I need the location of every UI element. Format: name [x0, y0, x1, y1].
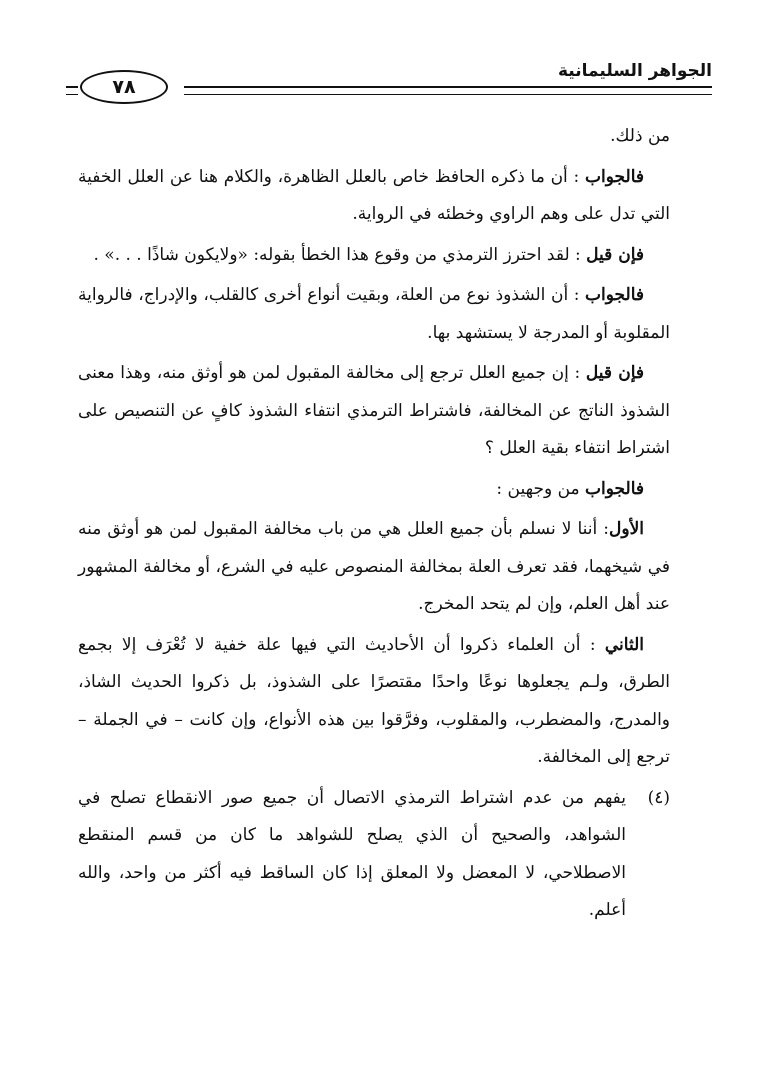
paragraph-lead: فإن قيل	[586, 244, 644, 265]
book-title: الجواهر السليمانية	[557, 61, 712, 81]
paragraph-text: : لقد احترز الترمذي من وقوع هذا الخطأ بقوله: «ولايكون شاذًا . . .» .	[93, 244, 587, 265]
paragraph	[78, 627, 670, 777]
paragraph-lead: فالجواب	[585, 478, 644, 499]
paragraph: من ذلك.	[610, 126, 670, 146]
header-rule	[184, 86, 712, 95]
paragraph	[78, 237, 670, 275]
paragraph-text: : أننا لا نسلم بأن جميع العلل هي من باب مخالفة المقبول لمن هو أوثق منه في شيخهما، فقد تعرف العلة بمخالفة المنصوص عليه في الشرع، أو مخالفة المشهور عند أهل العلم، وإن لم يتحد المخرج.	[78, 519, 670, 614]
header-rule-left	[66, 86, 78, 95]
paragraph-text: : إن جميع العلل ترجع إلى مخالفة المقبول لمن هو أوثق منه، وهذا معنى الشذوذ الناتج عن المخالفة، فاشتراط الترمذي انتفاء الشذوذ كافٍ عن التنصيص على اشتراط انتفاء بقية العلل ؟	[78, 363, 670, 458]
paragraph-text: من وجهين :	[496, 478, 586, 499]
paragraph	[78, 511, 670, 624]
page-header	[66, 58, 712, 98]
paragraph-text: : أن الشذوذ نوع من العلة، وبقيت أنواع أخرى كالقلب، والإدراج، فالرواية المقلوبة أو المدرجة لا يستشهد بها.	[78, 285, 670, 343]
page-number: ٧٨	[80, 70, 168, 104]
paragraph-lead: فالجواب	[585, 166, 644, 187]
footnote-text: يفهم من عدم اشتراط الترمذي الاتصال أن جميع صور الانقطاع تصلح في الشواهد، والصحيح أن الذي يصلح للشواهد ما كان من قسم المنقطع الاصطلاحي، لا المعضل ولا المعلق إذا كان الساقط فيه أكثر من واحد، والله أعلم.	[78, 787, 626, 920]
paragraph	[78, 471, 670, 509]
paragraph-text: : أن ما ذكره الحافظ خاص بالعلل الظاهرة، والكلام هنا عن العلل الخفية التي تدل على وهم الراوي وخطئه في الرواية.	[78, 166, 670, 224]
paragraph-lead: الثاني	[604, 634, 644, 655]
paragraph	[78, 355, 670, 468]
paragraph-lead: الأول	[609, 519, 644, 539]
paragraph-lead: فالجواب	[585, 285, 644, 305]
footnote-number: (٤)	[647, 787, 670, 808]
paragraph	[78, 277, 670, 352]
footnote	[78, 780, 670, 930]
page-body	[78, 118, 670, 933]
paragraph	[78, 159, 670, 234]
paragraph-text: : أن العلماء ذكروا أن الأحاديث التي فيها علة خفية لا تُعْرَف إلا بجمع الطرق، ولـم يجعلوها نوعًا واحدًا مقتصرًا على الشذوذ، بل ذكروا الحديث الشاذ، والمدرج، والمضطرب، والمقلوب، وفرَّقوا بين هذه الأنواع، وإن كانت – في الجملة – ترجع إلى المخالفة.	[78, 634, 670, 767]
paragraph-lead: فإن قيل	[585, 363, 645, 383]
